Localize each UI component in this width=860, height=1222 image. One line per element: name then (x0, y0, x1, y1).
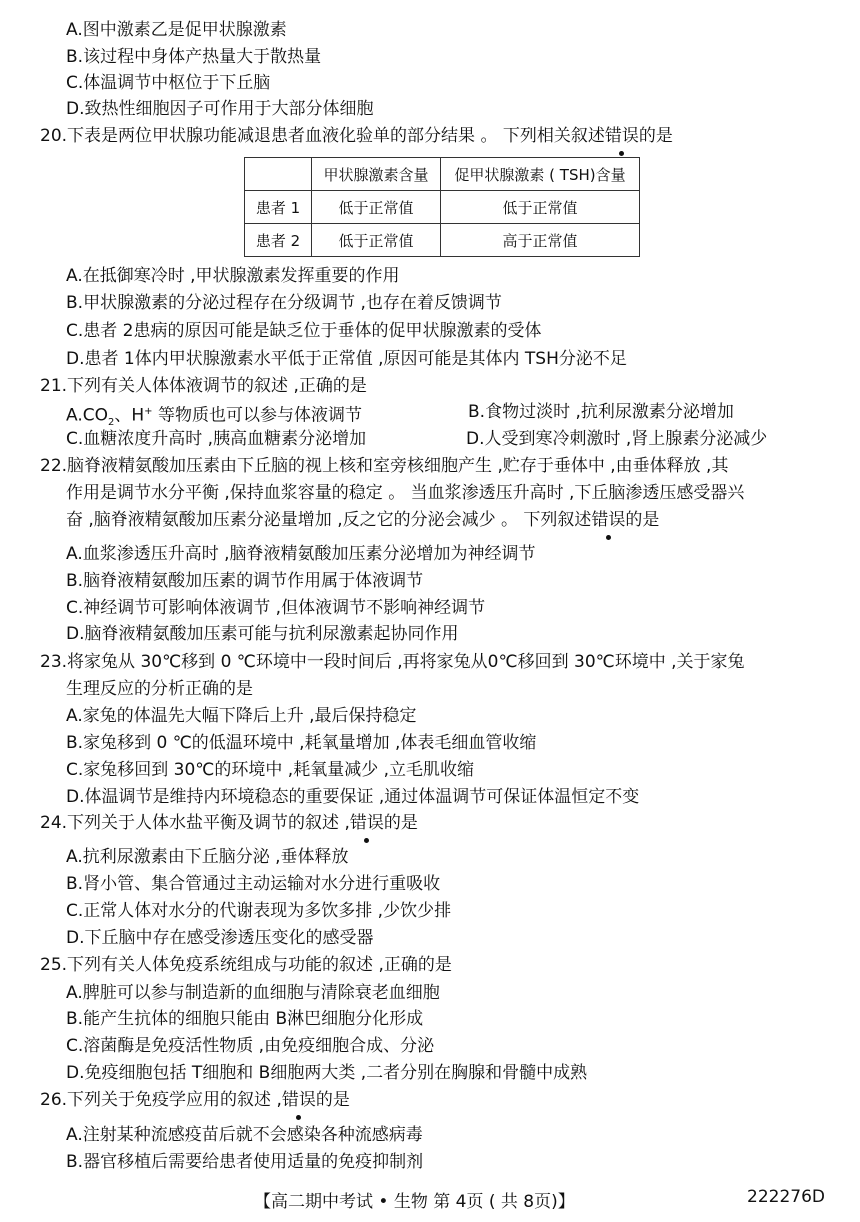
q21-a-subscript: 2 (108, 417, 115, 429)
q22-stem-text: 奋 ,脑脊液精氨酸加压素分泌量增加 ,反之它的分泌会减少 。 下列叙述 (66, 510, 592, 530)
q20-emphasis: 错误 (604, 126, 639, 146)
q25-option-c: C.溶菌酶是免疫活性物质 ,由免疫细胞合成、分泌 (66, 1036, 435, 1056)
q23-option-c: C.家兔移回到 30℃的环境中 ,耗氧量减少 ,立毛肌收缩 (66, 760, 475, 780)
q23-option-d: D.体温调节是维持内环境稳态的重要保证 ,通过体温调节可保证体温恒定不变 (66, 787, 640, 807)
q19-option-b: B.该过程中身体产热量大于散热量 (66, 47, 322, 67)
q22-option-b: B.脑脊液精氨酸加压素的调节作用属于体液调节 (66, 571, 424, 591)
table-row (245, 224, 640, 257)
q21-a-text-mid: 、H (114, 405, 145, 426)
q22-stem-line1: 22.脑脊液精氨酸加压素由下丘脑的视上核和室旁核细胞产生 ,贮存于垂体中 ,由垂体释放 ,其 (40, 456, 729, 476)
table-cell: 高于正常值 (441, 224, 640, 257)
q26-stem-end: 的是 (315, 1090, 350, 1110)
q25-stem: 25.下列有关人体免疫系统组成与功能的叙述 ,正确的是 (40, 955, 452, 975)
q20-stem-text: 20.下表是两位甲状腺功能减退患者血液化验单的部分结果 。 下列相关叙述 (40, 126, 605, 146)
q23-option-b: B.家兔移到 0 ℃的低温环境中 ,耗氧量增加 ,体表毛细血管收缩 (66, 733, 537, 753)
q25-option-b: B.能产生抗体的细胞只能由 B淋巴细胞分化形成 (66, 1009, 424, 1029)
q22-stem-end: 的是 (625, 510, 660, 530)
q21-stem: 21.下列有关人体体液调节的叙述 ,正确的是 (40, 376, 367, 396)
page-footer: 【高二期中考试 • 生物 第 4页 ( 共 8页)】 (254, 1192, 575, 1212)
q25-option-d: D.免疫细胞包括 T细胞和 B细胞两大类 ,二者分别在胸腺和骨髓中成熟 (66, 1063, 588, 1083)
q22-stem-line3 (66, 509, 659, 531)
table-header-cell: 甲状腺激素含量 (312, 158, 441, 191)
q26-stem (40, 1089, 350, 1111)
q24-option-b: B.肾小管、集合管通过主动运输对水分进行重吸收 (66, 874, 441, 894)
q26-option-b: B.器官移植后需要给患者使用适量的免疫抑制剂 (66, 1152, 424, 1172)
q23-option-a: A.家兔的体温先大幅下降后上升 ,最后保持稳定 (66, 706, 417, 726)
q21-option-c: C.血糖浓度升高时 ,胰高血糖素分泌增加 (66, 429, 367, 449)
q21-option-d: D.人受到寒冷刺激时 ,肾上腺素分泌减少 (466, 429, 768, 449)
q26-option-a: A.注射某种流感疫苗后就不会感染各种流感病毒 (66, 1125, 423, 1145)
table-header-cell: 促甲状腺激素 ( TSH)含量 (441, 158, 640, 191)
q19-option-a: A.图中激素乙是促甲状腺激素 (66, 20, 287, 40)
q26-emphasis: 错误 (281, 1090, 316, 1110)
q25-option-a: A.脾脏可以参与制造新的血细胞与清除衰老血细胞 (66, 983, 440, 1003)
q23-stem-line2: 生理反应的分析正确的是 (66, 679, 253, 699)
q19-option-d: D.致热性细胞因子可作用于大部分体细胞 (66, 99, 374, 119)
q21-a-superscript: + (144, 406, 153, 417)
q22-stem-line2: 作用是调节水分平衡 ,保持血浆容量的稳定 。 当血浆渗透压升高时 ,下丘脑渗透压感受器兴 (66, 483, 745, 503)
q24-option-d: D.下丘脑中存在感受渗透压变化的感受器 (66, 928, 374, 948)
q22-option-a: A.血浆渗透压升高时 ,脑脊液精氨酸加压素分泌增加为神经调节 (66, 544, 536, 564)
q20-option-c: C.患者 2患病的原因可能是缺乏位于垂体的促甲状腺激素的受体 (66, 321, 542, 341)
q21-a-text: A.CO (66, 405, 108, 426)
q19-option-c: C.体温调节中枢位于下丘脑 (66, 73, 271, 93)
q24-emphasis: 错误 (349, 813, 384, 833)
q22-option-d: D.脑脊液精氨酸加压素可能与抗利尿激素起协同作用 (66, 624, 459, 644)
q24-option-c: C.正常人体对水分的代谢表现为多饮多排 ,少饮少排 (66, 901, 452, 921)
q21-option-b: B.食物过淡时 ,抗利尿激素分泌增加 (468, 402, 734, 422)
q22-option-c: C.神经调节可影响体液调节 ,但体液调节不影响神经调节 (66, 598, 486, 618)
table-cell: 低于正常值 (441, 191, 640, 224)
table-row (245, 191, 640, 224)
table-cell: 低于正常值 (312, 224, 441, 257)
q22-emphasis: 错误 (591, 510, 626, 530)
q26-stem-text: 26.下列关于免疫学应用的叙述 , (40, 1090, 282, 1110)
q24-stem-end: 的是 (383, 813, 418, 833)
table-cell: 患者 1 (245, 191, 312, 224)
blood-test-table (244, 157, 640, 257)
exam-code: 222276D (747, 1187, 825, 1207)
q24-stem (40, 812, 418, 834)
q24-option-a: A.抗利尿激素由下丘脑分泌 ,垂体释放 (66, 847, 349, 867)
table-cell: 患者 2 (245, 224, 312, 257)
q23-stem-line1: 23.将家兔从 30℃移到 0 ℃环境中一段时间后 ,再将家兔从0℃移回到 30℃环境中 ,关于家兔 (40, 652, 745, 672)
table-header-cell (245, 158, 312, 191)
table-cell: 低于正常值 (312, 191, 441, 224)
q20-stem (40, 125, 673, 147)
q20-stem-end: 的是 (638, 126, 673, 146)
q21-a-text-end: 等物质也可以参与体液调节 (152, 405, 362, 426)
q20-option-d: D.患者 1体内甲状腺激素水平低于正常值 ,原因可能是其体内 TSH分泌不足 (66, 349, 627, 369)
q20-option-b: B.甲状腺激素的分泌过程存在分级调节 ,也存在着反馈调节 (66, 293, 502, 313)
q20-option-a: A.在抵御寒冷时 ,甲状腺激素发挥重要的作用 (66, 266, 400, 286)
table-header-row (245, 158, 640, 191)
q24-stem-text: 24.下列关于人体水盐平衡及调节的叙述 , (40, 813, 350, 833)
